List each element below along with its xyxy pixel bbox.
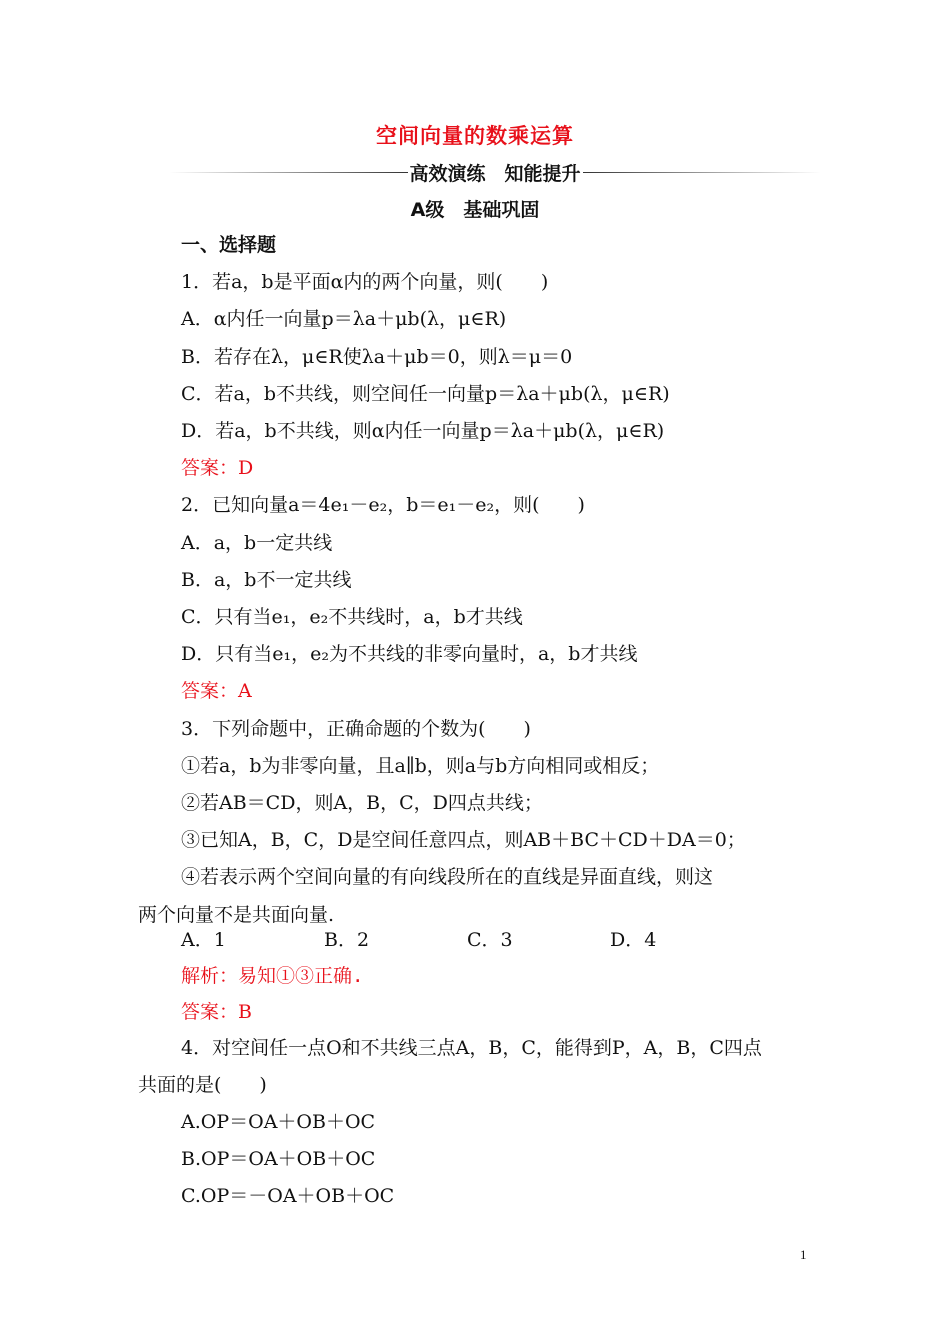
q4-option-b: B.OP＝OA＋OB＋OC [181, 1148, 376, 1170]
body-line: C．只有当e₁，e₂不共线时，a，b才共线 [181, 606, 523, 628]
body-line: 3．下列命题中，正确命题的个数为( ) [181, 718, 531, 740]
page-title: 空间向量的数乘运算 [376, 124, 574, 148]
body-line: B．a，b不一定共线 [181, 569, 352, 591]
body-line: 2．已知向量a＝4e₁－e₂，b＝e₁－e₂，则( ) [181, 494, 585, 516]
q3-answer: 答案：B [181, 1001, 252, 1023]
q3-option-a: A．1 [181, 929, 226, 951]
banner-text: 高效演练 知能提升 [409, 162, 581, 185]
banner-rule-right [583, 172, 821, 173]
body-line: A．α内任一向量p＝λa＋μb(λ，μ∈R) [181, 308, 507, 330]
q3-options [181, 927, 701, 953]
body-line: ②若AB＝CD，则A，B，C，D四点共线； [181, 792, 543, 814]
body-line: 答案：A [181, 680, 252, 702]
body-line: 答案：D [181, 457, 254, 479]
body-line: C．若a，b不共线，则空间任一向量p＝λa＋μb(λ，μ∈R) [181, 383, 670, 405]
q3-analysis-text: 易知①③正确. [238, 965, 364, 987]
body-line: ③已知A，B，C，D是空间任意四点，则AB＋BC＋CD＋DA＝0； [181, 829, 746, 851]
q4-stem-line-2: 共面的是( ) [138, 1074, 267, 1096]
body-line: B．若存在λ，μ∈R使λa＋μb＝0，则λ＝μ＝0 [181, 346, 573, 368]
q3-option-c: C．3 [467, 929, 513, 951]
q4-stem-line-1: 4．对空间任一点O和不共线三点A，B，C，能得到P，A，B，C四点 [181, 1037, 762, 1059]
page-number: 1 [800, 1247, 807, 1262]
q3-option-b: B．2 [324, 929, 370, 951]
body-line: 一、选择题 [181, 234, 277, 256]
body-line: D．只有当e₁，e₂为不共线的非零向量时，a，b才共线 [181, 643, 638, 665]
body-line: A．a，b一定共线 [181, 532, 333, 554]
body-line: 两个向量不是共面向量. [138, 904, 335, 926]
q4-option-c: C.OP＝－OA＋OB＋OC [181, 1185, 395, 1207]
section-banner [170, 158, 820, 186]
q3-analysis [181, 963, 363, 989]
q4-option-a: A.OP＝OA＋OB＋OC [181, 1111, 376, 1133]
banner-rule-left [170, 172, 408, 173]
body-line: D．若a，b不共线，则α内任一向量p＝λa＋μb(λ，μ∈R) [181, 420, 665, 442]
body-line: 1．若a，b是平面α内的两个向量，则( ) [181, 271, 549, 293]
q3-option-d: D．4 [610, 929, 657, 951]
body-line: ④若表示两个空间向量的有向线段所在的直线是异面直线，则这 [181, 866, 714, 888]
level-heading: A级 基础巩固 [410, 199, 540, 221]
q3-analysis-label: 解析： [181, 965, 239, 987]
body-line: ①若a，b为非零向量，且a∥b，则a与b方向相同或相反； [181, 755, 660, 777]
